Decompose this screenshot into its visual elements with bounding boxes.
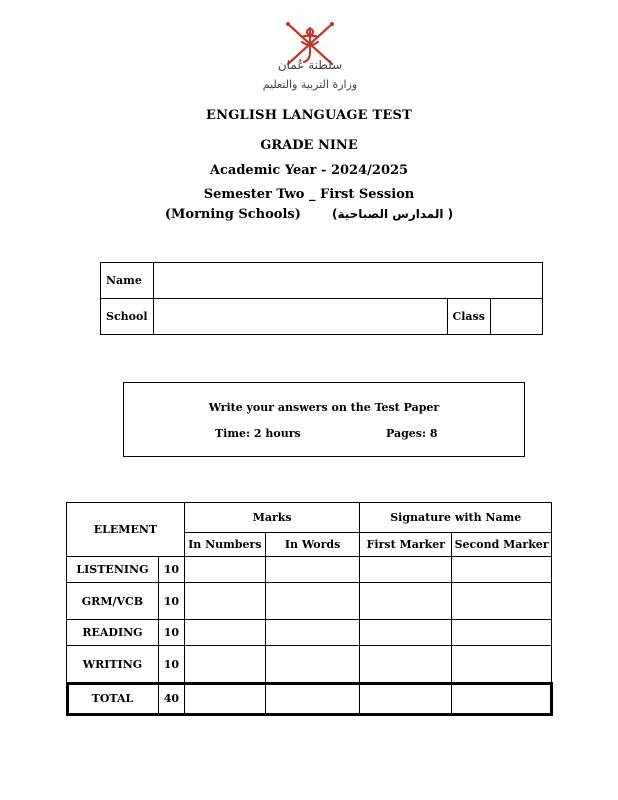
- table-row: [67, 620, 552, 646]
- first-marker-cell[interactable]: [360, 583, 452, 620]
- second-marker-cell[interactable]: [452, 683, 552, 715]
- first-marker-header: First Marker: [360, 533, 452, 557]
- table-row: [67, 646, 552, 683]
- schools-line: [0, 207, 618, 222]
- student-info-table: [100, 262, 543, 335]
- in-numbers-cell[interactable]: [184, 683, 265, 715]
- name-row: [101, 263, 543, 299]
- emblem-caption-1: سلطنة عُمان: [277, 58, 343, 72]
- schools-arabic: (المدارس الصباحية ): [331, 207, 454, 221]
- semester-session: Semester Two _ First Session: [203, 187, 415, 202]
- emblem-caption-2: وزارة التربية والتعليم: [262, 78, 358, 91]
- element-name: WRITING: [67, 646, 159, 683]
- second-marker-cell[interactable]: [452, 557, 552, 583]
- first-marker-cell[interactable]: [360, 646, 452, 683]
- in-numbers-cell[interactable]: [184, 557, 265, 583]
- school-field[interactable]: [153, 299, 447, 335]
- signature-header: Signature with Name: [360, 503, 552, 533]
- academic-year: Academic Year - 2024/2025: [209, 163, 409, 178]
- test-title: ENGLISH LANGUAGE TEST: [206, 108, 412, 123]
- marks-table: [66, 502, 552, 715]
- second-marker-header: Second Marker: [452, 533, 552, 557]
- class-label: Class: [447, 299, 490, 335]
- in-numbers-cell[interactable]: [184, 583, 265, 620]
- in-words-header: In Words: [265, 533, 360, 557]
- pages-text: Pages: 8: [386, 427, 438, 440]
- total-max: 40: [158, 683, 184, 715]
- element-header: ELEMENT: [67, 503, 185, 557]
- table-row: [67, 583, 552, 620]
- in-words-cell[interactable]: [265, 683, 360, 715]
- second-marker-cell[interactable]: [452, 583, 552, 620]
- in-words-cell[interactable]: [265, 583, 360, 620]
- instructions-box: [123, 382, 525, 457]
- element-name: LISTENING: [67, 557, 159, 583]
- school-label: School: [101, 299, 154, 335]
- first-marker-cell[interactable]: [360, 557, 452, 583]
- table-row: [67, 557, 552, 583]
- time-text: Time: 2 hours: [215, 427, 301, 440]
- schools-english: (Morning Schools): [164, 207, 301, 222]
- element-name: READING: [67, 620, 159, 646]
- in-numbers-header: In Numbers: [184, 533, 265, 557]
- in-words-cell[interactable]: [265, 557, 360, 583]
- first-marker-cell[interactable]: [360, 620, 452, 646]
- name-field[interactable]: [153, 263, 543, 299]
- second-marker-cell[interactable]: [452, 646, 552, 683]
- marks-header-row: [67, 503, 552, 533]
- element-max: 10: [158, 620, 184, 646]
- first-marker-cell[interactable]: [360, 683, 452, 715]
- element-max: 10: [158, 583, 184, 620]
- element-name: GRM/VCB: [67, 583, 159, 620]
- total-row: [67, 683, 552, 715]
- total-label: TOTAL: [67, 683, 159, 715]
- in-words-cell[interactable]: [265, 646, 360, 683]
- marks-header: Marks: [184, 503, 360, 533]
- instructions-text: Write your answers on the Test Paper: [208, 401, 440, 414]
- class-field[interactable]: [490, 299, 542, 335]
- second-marker-cell[interactable]: [452, 620, 552, 646]
- school-row: [101, 299, 543, 335]
- grade-title: GRADE NINE: [260, 138, 358, 153]
- in-numbers-cell[interactable]: [184, 646, 265, 683]
- element-max: 10: [158, 646, 184, 683]
- in-numbers-cell[interactable]: [184, 620, 265, 646]
- in-words-cell[interactable]: [265, 620, 360, 646]
- name-label: Name: [101, 263, 154, 299]
- element-max: 10: [158, 557, 184, 583]
